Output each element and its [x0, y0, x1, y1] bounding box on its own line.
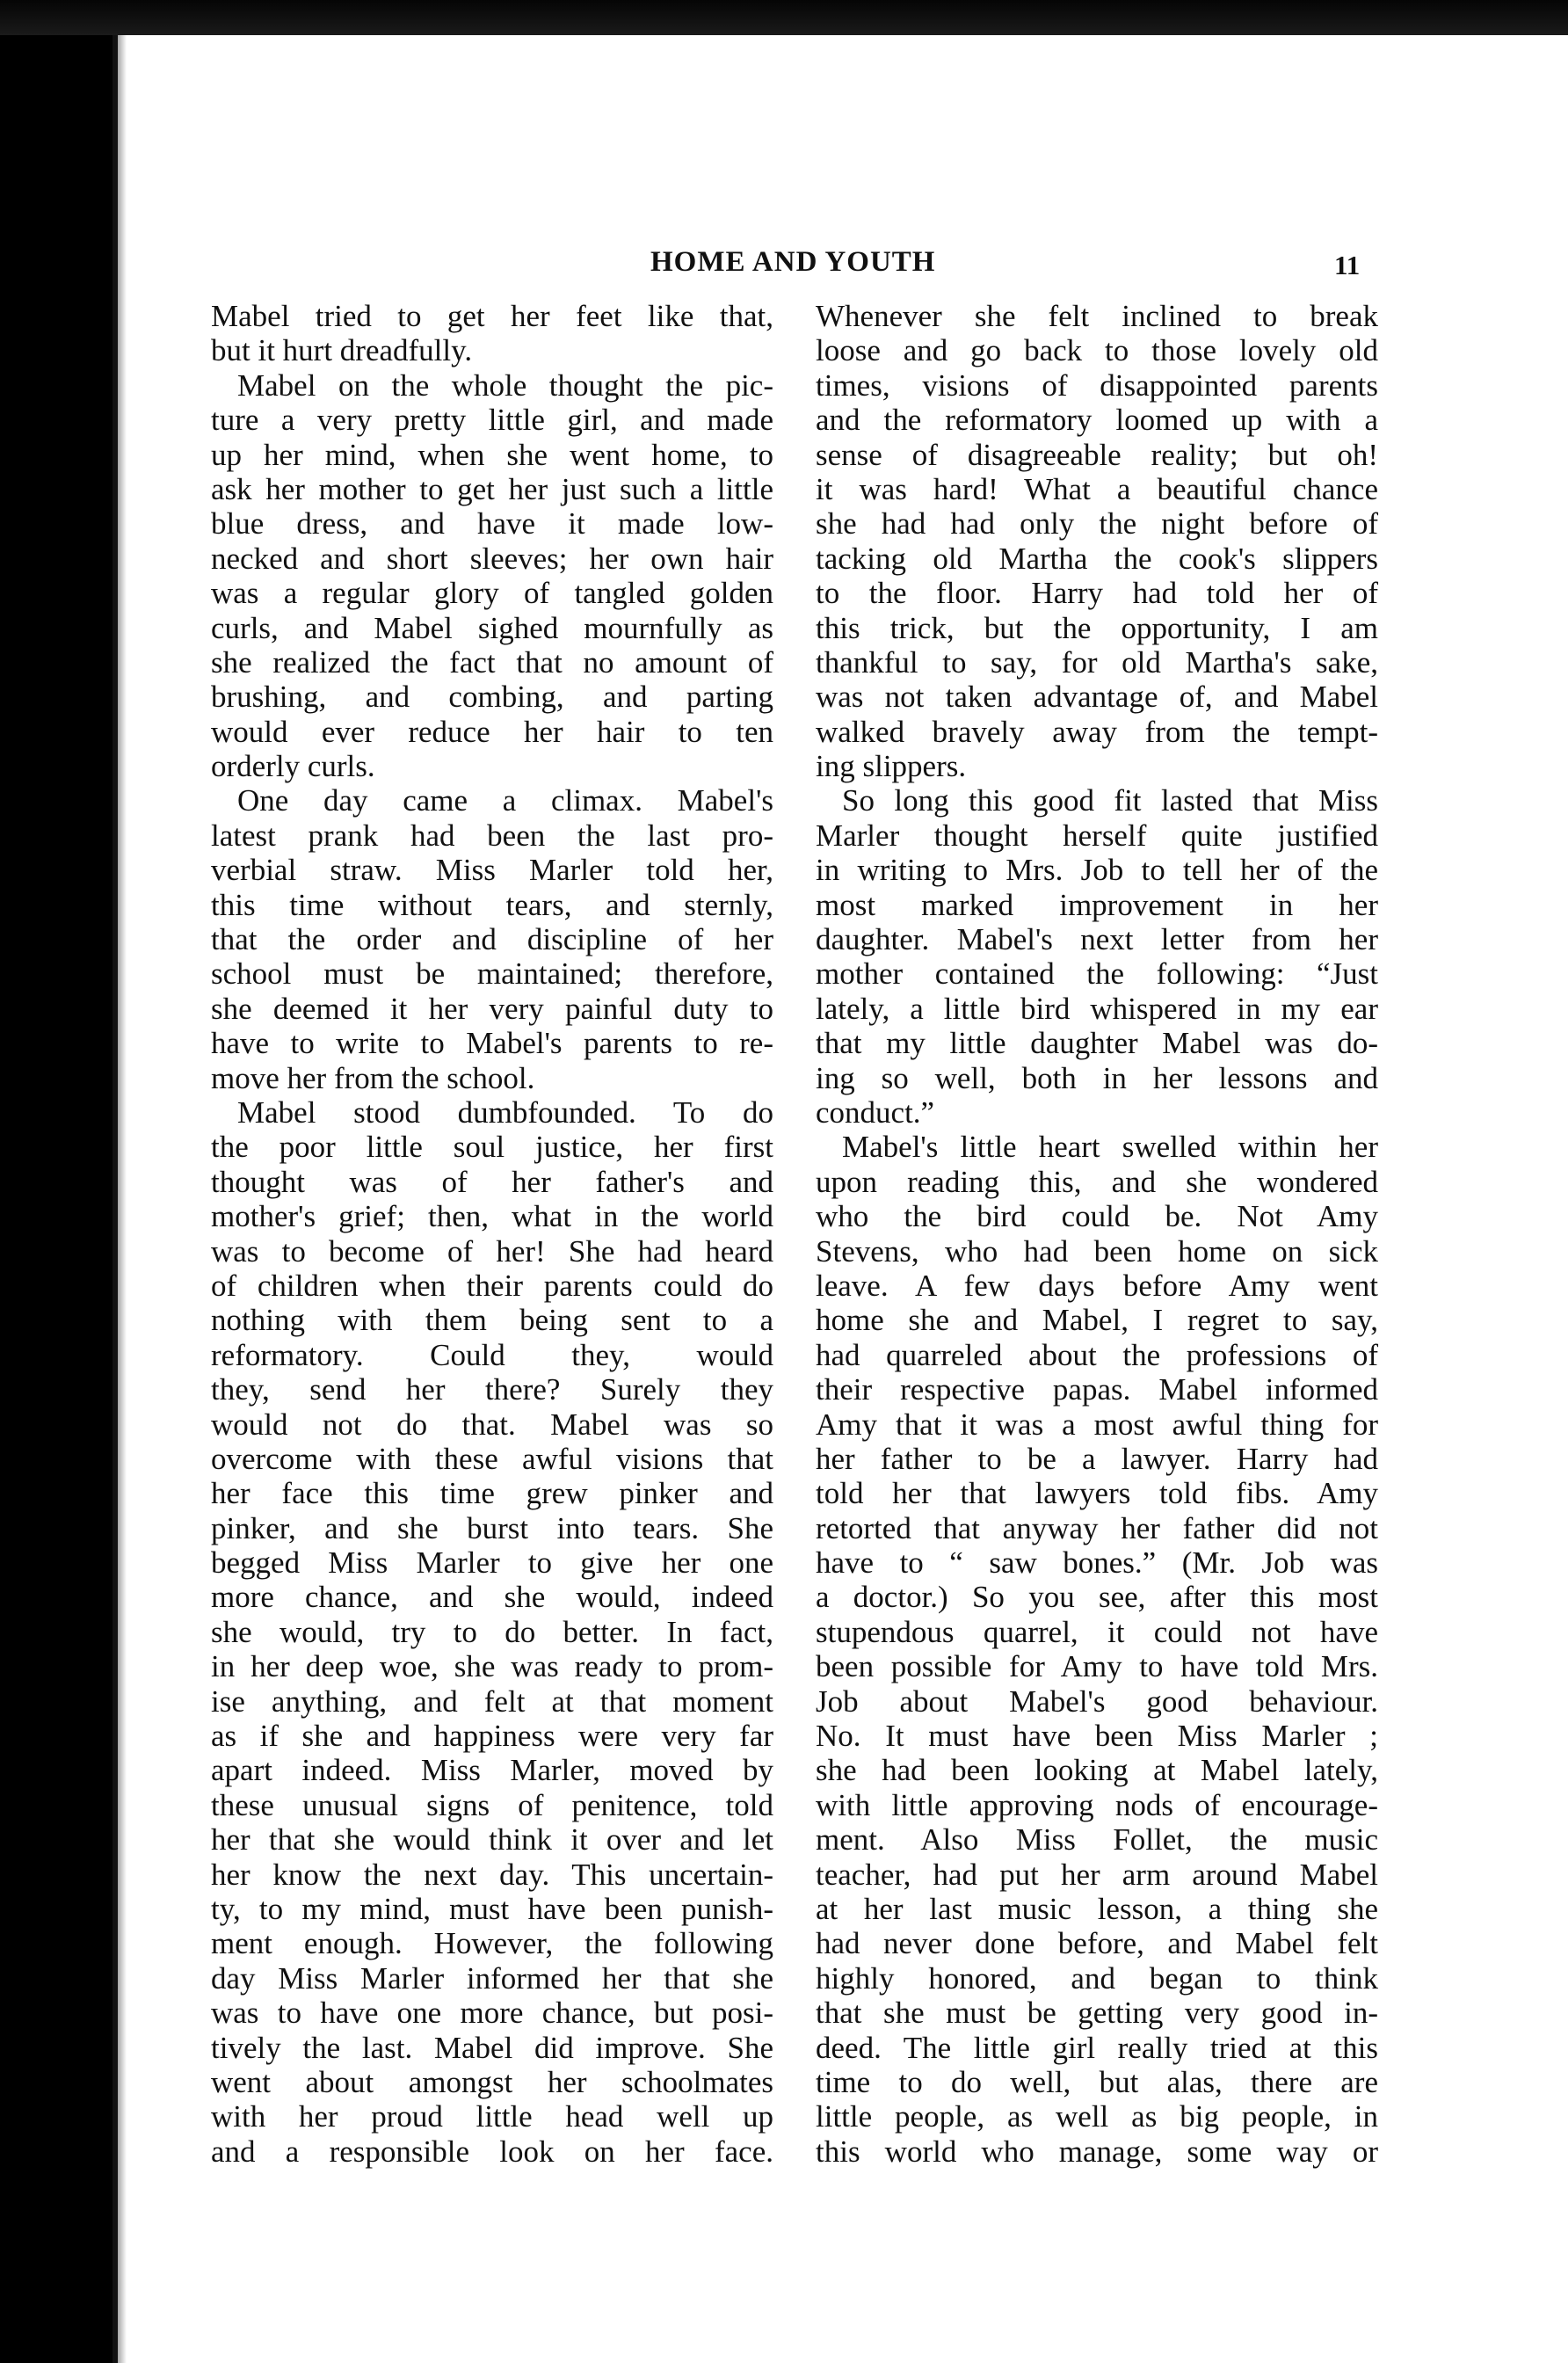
- text-line: So long this good fit lasted that Miss: [842, 783, 1378, 818]
- text-line: she had had only the night before of: [816, 506, 1378, 542]
- text-line: brushing, and combing, and parting: [211, 680, 773, 715]
- text-line: who the bird could be. Not Amy: [816, 1199, 1378, 1234]
- text-line: stupendous quarrel, it could not have: [816, 1614, 1378, 1649]
- paragraph: [211, 1095, 773, 2169]
- text-line: that the order and discipline of her: [211, 922, 773, 957]
- text-line: to the floor. Harry had told her of: [816, 576, 1378, 611]
- text-line: highly honored, and began to think: [816, 1960, 1378, 1996]
- text-line: day Miss Marler informed her that she: [211, 1960, 773, 1996]
- text-line: have to “ saw bones.” (Mr. Job was: [816, 1545, 1378, 1581]
- text-line: would not do that. Mabel was so: [211, 1407, 773, 1442]
- text-line: that my little daughter Mabel was do-: [816, 1026, 1378, 1061]
- paragraph: [816, 299, 1378, 783]
- text-line: this world who manage, some way or: [816, 2134, 1378, 2169]
- text-line: mother contained the following: “Just: [816, 956, 1378, 992]
- text-line: thought was of her father's and: [211, 1164, 773, 1199]
- text-line: was not taken advantage of, and Mabel: [816, 680, 1378, 715]
- text-line: Stevens, who had been home on sick: [816, 1233, 1378, 1269]
- text-line: begged Miss Marler to give her one: [211, 1545, 773, 1581]
- text-line: Amy that it was a most awful thing for: [816, 1407, 1378, 1442]
- text-line: move her from the school.: [211, 1060, 535, 1095]
- paragraph: [211, 783, 773, 1095]
- text-line: nothing with them being sent to a: [211, 1303, 773, 1338]
- text-line: conduct.”: [816, 1094, 935, 1130]
- text-line: Whenever she felt inclined to break: [816, 299, 1378, 333]
- text-line: more chance, and she would, indeed: [211, 1580, 773, 1615]
- text-line: ise anything, and felt at that moment: [211, 1683, 773, 1719]
- text-line: would ever reduce her hair to ten: [211, 714, 773, 749]
- text-line: that she must be getting very good in-: [816, 1996, 1378, 2031]
- text-line: No. It must have been Miss Marler ;: [816, 1719, 1378, 1754]
- text-line: teacher, had put her arm around Mabel: [816, 1857, 1378, 1892]
- paragraph: [211, 299, 773, 368]
- text-line: blue dress, and have it made low-: [211, 506, 773, 542]
- text-line: a doctor.) So you see, after this most: [816, 1580, 1378, 1615]
- text-line: deed. The little girl really tried at this: [816, 2030, 1378, 2065]
- text-line: the poor little soul justice, her first: [211, 1130, 773, 1165]
- text-line: Job about Mabel's good behaviour.: [816, 1683, 1378, 1719]
- paragraph: [211, 368, 773, 784]
- text-line: Marler thought herself quite justified: [816, 818, 1378, 853]
- text-line: reformatory. Could they, would: [211, 1337, 773, 1372]
- text-line: in her deep woe, she was ready to prom-: [211, 1649, 773, 1684]
- text-line: apart indeed. Miss Marler, moved by: [211, 1753, 773, 1788]
- page-number: 11: [1334, 250, 1361, 280]
- text-line: had never done before, and Mabel felt: [816, 1926, 1378, 1961]
- text-line: thankful to say, for old Martha's sake,: [816, 644, 1378, 680]
- text-line: told her that lawyers told fibs. Amy: [816, 1476, 1378, 1511]
- text-line: and a responsible look on her face.: [211, 2134, 773, 2169]
- text-line: tacking old Martha the cook's slippers: [816, 541, 1378, 576]
- text-line: ing slippers.: [816, 749, 967, 784]
- right-column: [816, 299, 1378, 2169]
- text-line: verbial straw. Miss Marler told her,: [211, 853, 773, 888]
- text-line: her know the next day. This uncertain-: [211, 1857, 773, 1892]
- text-line: Mabel stood dumbfounded. To do: [237, 1094, 773, 1130]
- text-line: upon reading this, and she wondered: [816, 1164, 1378, 1199]
- text-line: ty, to my mind, must have been punish-: [211, 1891, 773, 1926]
- text-line: it was hard! What a beautiful chance: [816, 471, 1378, 506]
- text-line: she had been looking at Mabel lately,: [816, 1753, 1378, 1788]
- text-line: these unusual signs of penitence, told: [211, 1787, 773, 1822]
- text-line: their respective papas. Mabel informed: [816, 1372, 1378, 1407]
- text-line: of children when their parents could do: [211, 1268, 773, 1303]
- paragraph: [816, 783, 1378, 1130]
- text-line: leave. A few days before Amy went: [816, 1268, 1378, 1303]
- text-line: this trick, but the opportunity, I am: [816, 610, 1378, 645]
- text-line: was to become of her! She had heard: [211, 1233, 773, 1269]
- text-line: up her mind, when she went home, to: [211, 437, 773, 472]
- text-line: curls, and Mabel sighed mournfully as: [211, 610, 773, 645]
- text-line: overcome with these awful visions that: [211, 1441, 773, 1476]
- text-line: walked bravely away from the tempt-: [816, 714, 1378, 749]
- text-line: went about amongst her schoolmates: [211, 2064, 773, 2099]
- text-line: home she and Mabel, I regret to say,: [816, 1303, 1378, 1338]
- scan-border-top: [0, 0, 1568, 35]
- text-line: Mabel on the whole thought the pic-: [237, 367, 773, 403]
- text-line: ment enough. However, the following: [211, 1926, 773, 1961]
- text-line: sense of disagreeable reality; but oh!: [816, 437, 1378, 472]
- text-line: most marked improvement in her: [816, 887, 1378, 922]
- text-line: lately, a little bird whispered in my ear: [816, 991, 1378, 1026]
- text-line: mother's grief; then, what in the world: [211, 1199, 773, 1234]
- text-line: latest prank had been the last pro-: [211, 818, 773, 853]
- text-line: but it hurt dreadfully.: [211, 333, 473, 368]
- text-line: necked and short sleeves; her own hair: [211, 541, 773, 576]
- text-line: ture a very pretty little girl, and made: [211, 403, 773, 438]
- text-line: she would, try to do better. In fact,: [211, 1614, 773, 1649]
- text-line: she deemed it her very painful duty to: [211, 991, 773, 1026]
- text-line: was to have one more chance, but posi-: [211, 1996, 773, 2031]
- text-line: time to do well, but alas, there are: [816, 2064, 1378, 2099]
- text-line: tively the last. Mabel did improve. She: [211, 2030, 773, 2065]
- text-line: her father to be a lawyer. Harry had: [816, 1441, 1378, 1476]
- text-line: school must be maintained; therefore,: [211, 956, 773, 992]
- text-line: her that she would think it over and let: [211, 1822, 773, 1858]
- running-head: HOME AND YOUTH: [650, 246, 936, 278]
- text-line: with little approving nods of encourage-: [816, 1787, 1378, 1822]
- text-line: ment. Also Miss Follet, the music: [816, 1822, 1378, 1858]
- text-line: and the reformatory loomed up with a: [816, 403, 1378, 438]
- paragraph: [816, 1130, 1378, 2169]
- text-line: retorted that anyway her father did not: [816, 1510, 1378, 1545]
- left-column: [211, 299, 773, 2169]
- text-line: have to write to Mabel's parents to re-: [211, 1026, 773, 1061]
- text-line: pinker, and she burst into tears. She: [211, 1510, 773, 1545]
- text-line: Mabel's little heart swelled within her: [842, 1130, 1378, 1165]
- text-line: been possible for Amy to have told Mrs.: [816, 1649, 1378, 1684]
- text-line: ask her mother to get her just such a little: [211, 471, 773, 506]
- text-line: in writing to Mrs. Job to tell her of the: [816, 853, 1378, 888]
- text-line: loose and go back to those lovely old: [816, 333, 1378, 368]
- text-line: at her last music lesson, a thing she: [816, 1891, 1378, 1926]
- text-line: they, send her there? Surely they: [211, 1372, 773, 1407]
- text-line: as if she and happiness were very far: [211, 1719, 773, 1754]
- text-line: little people, as well as big people, in: [816, 2099, 1378, 2134]
- page-gutter-shadow: [118, 35, 127, 2363]
- text-line: Mabel tried to get her feet like that,: [211, 299, 773, 333]
- text-line: orderly curls.: [211, 749, 375, 784]
- text-line: she realized the fact that no amount of: [211, 644, 773, 680]
- text-line: this time without tears, and sternly,: [211, 887, 773, 922]
- text-line: ing so well, both in her lessons and: [816, 1060, 1378, 1095]
- text-line: was a regular glory of tangled golden: [211, 576, 773, 611]
- text-line: times, visions of disappointed parents: [816, 367, 1378, 403]
- text-line: with her proud little head well up: [211, 2099, 773, 2134]
- text-line: One day came a climax. Mabel's: [237, 783, 773, 818]
- text-line: her face this time grew pinker and: [211, 1476, 773, 1511]
- text-line: had quarreled about the professions of: [816, 1337, 1378, 1372]
- text-line: daughter. Mabel's next letter from her: [816, 922, 1378, 957]
